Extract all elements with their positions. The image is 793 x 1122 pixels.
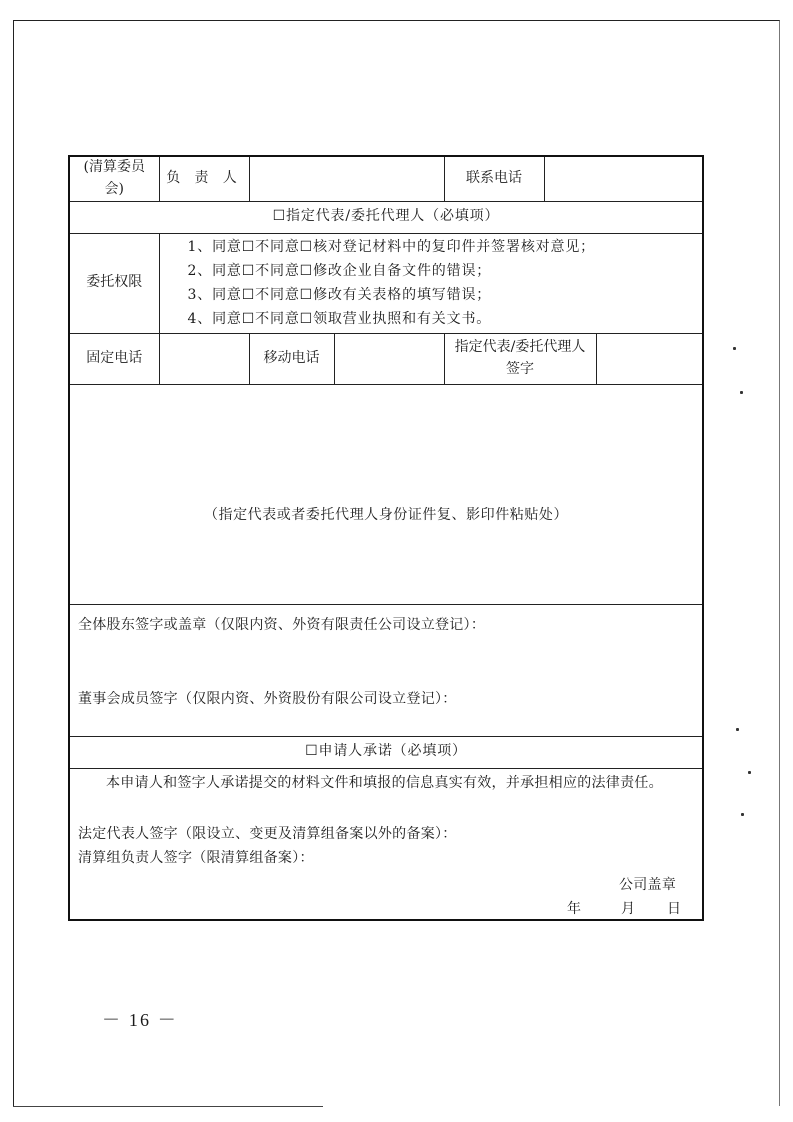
id-paste-area[interactable] bbox=[69, 384, 703, 604]
shareholder-signature-row bbox=[69, 604, 703, 736]
authorization-item-2[interactable]: 2、同意☐不同意☐修改企业自备文件的错误； bbox=[187, 263, 492, 279]
date-day-label: 日 bbox=[667, 900, 682, 917]
commitment-area[interactable] bbox=[69, 768, 703, 920]
authorization-label: 委托权限 bbox=[69, 233, 159, 333]
directors-sign-label: 董事会成员签字（仅限内资、外资股份有限公司设立登记）： bbox=[78, 690, 457, 707]
representative-signature-field[interactable] bbox=[597, 334, 703, 384]
applicant-section-title: ☐申请人承诺（必填项） bbox=[69, 736, 703, 768]
registration-form-table bbox=[68, 155, 704, 921]
authorization-row bbox=[69, 233, 703, 333]
authorization-item-4[interactable]: 4、同意☐不同意☐领取营业执照和有关文书。 bbox=[187, 311, 492, 327]
representative-signature-label: 指定代表/委托代理人签字 bbox=[445, 334, 597, 384]
all-shareholders-sign-label: 全体股东签字或盖章（仅限内资、外资有限责任公司设立登记）： bbox=[78, 616, 486, 633]
company-seal-label: 公司盖章 bbox=[619, 876, 677, 893]
person-in-charge-field[interactable] bbox=[249, 156, 444, 201]
mobile-phone-field[interactable] bbox=[334, 333, 444, 384]
page-number: － 16 － bbox=[102, 1010, 178, 1030]
fixed-phone-label: 固定电话 bbox=[69, 333, 159, 384]
fixed-phone-field[interactable] bbox=[159, 333, 249, 384]
mobile-phone-label: 移动电话 bbox=[249, 333, 334, 384]
representative-section-row bbox=[69, 201, 703, 233]
scan-mark bbox=[733, 347, 736, 350]
scan-mark bbox=[748, 771, 751, 774]
scan-mark bbox=[736, 728, 739, 731]
contact-row bbox=[69, 333, 703, 384]
contact-phone-label: 联系电话 bbox=[444, 156, 544, 201]
liquidation-committee-row bbox=[69, 156, 703, 201]
authorization-item-1[interactable]: 1、同意☐不同意☐核对登记材料中的复印件并签署核对意见； bbox=[187, 239, 596, 255]
bottom-rule bbox=[13, 1106, 323, 1107]
authorization-items bbox=[159, 233, 703, 333]
commitment-statement: 本申请人和签字人承诺提交的材料文件和填报的信息真实有效，并承担相应的法律责任。 bbox=[106, 774, 663, 791]
representative-section-title: ☐指定代表/委托代理人（必填项） bbox=[69, 201, 703, 233]
authorization-item-3[interactable]: 3、同意☐不同意☐修改有关表格的填写错误； bbox=[187, 287, 492, 303]
id-paste-row bbox=[69, 384, 703, 604]
contact-phone-field[interactable] bbox=[544, 156, 703, 201]
scan-mark bbox=[740, 391, 743, 394]
person-in-charge-label: 负 责 人 bbox=[159, 156, 249, 201]
liquidation-head-sign-label: 清算组负责人签字（限清算组备案）： bbox=[78, 849, 314, 866]
id-paste-note: （指定代表或者委托代理人身份证件复、影印件粘贴处） bbox=[204, 506, 568, 523]
commitment-row bbox=[69, 768, 703, 920]
signature-block bbox=[444, 333, 703, 384]
shareholder-signature-area[interactable] bbox=[69, 604, 703, 736]
date-year-label: 年 bbox=[567, 900, 582, 917]
legal-rep-sign-label: 法定代表人签字（限设立、变更及清算组备案以外的备案）： bbox=[78, 825, 457, 842]
liquidation-committee-label: (清算委员会) bbox=[69, 156, 159, 201]
scan-mark bbox=[741, 813, 744, 816]
applicant-section-row bbox=[69, 736, 703, 768]
date-month-label: 月 bbox=[621, 900, 636, 917]
